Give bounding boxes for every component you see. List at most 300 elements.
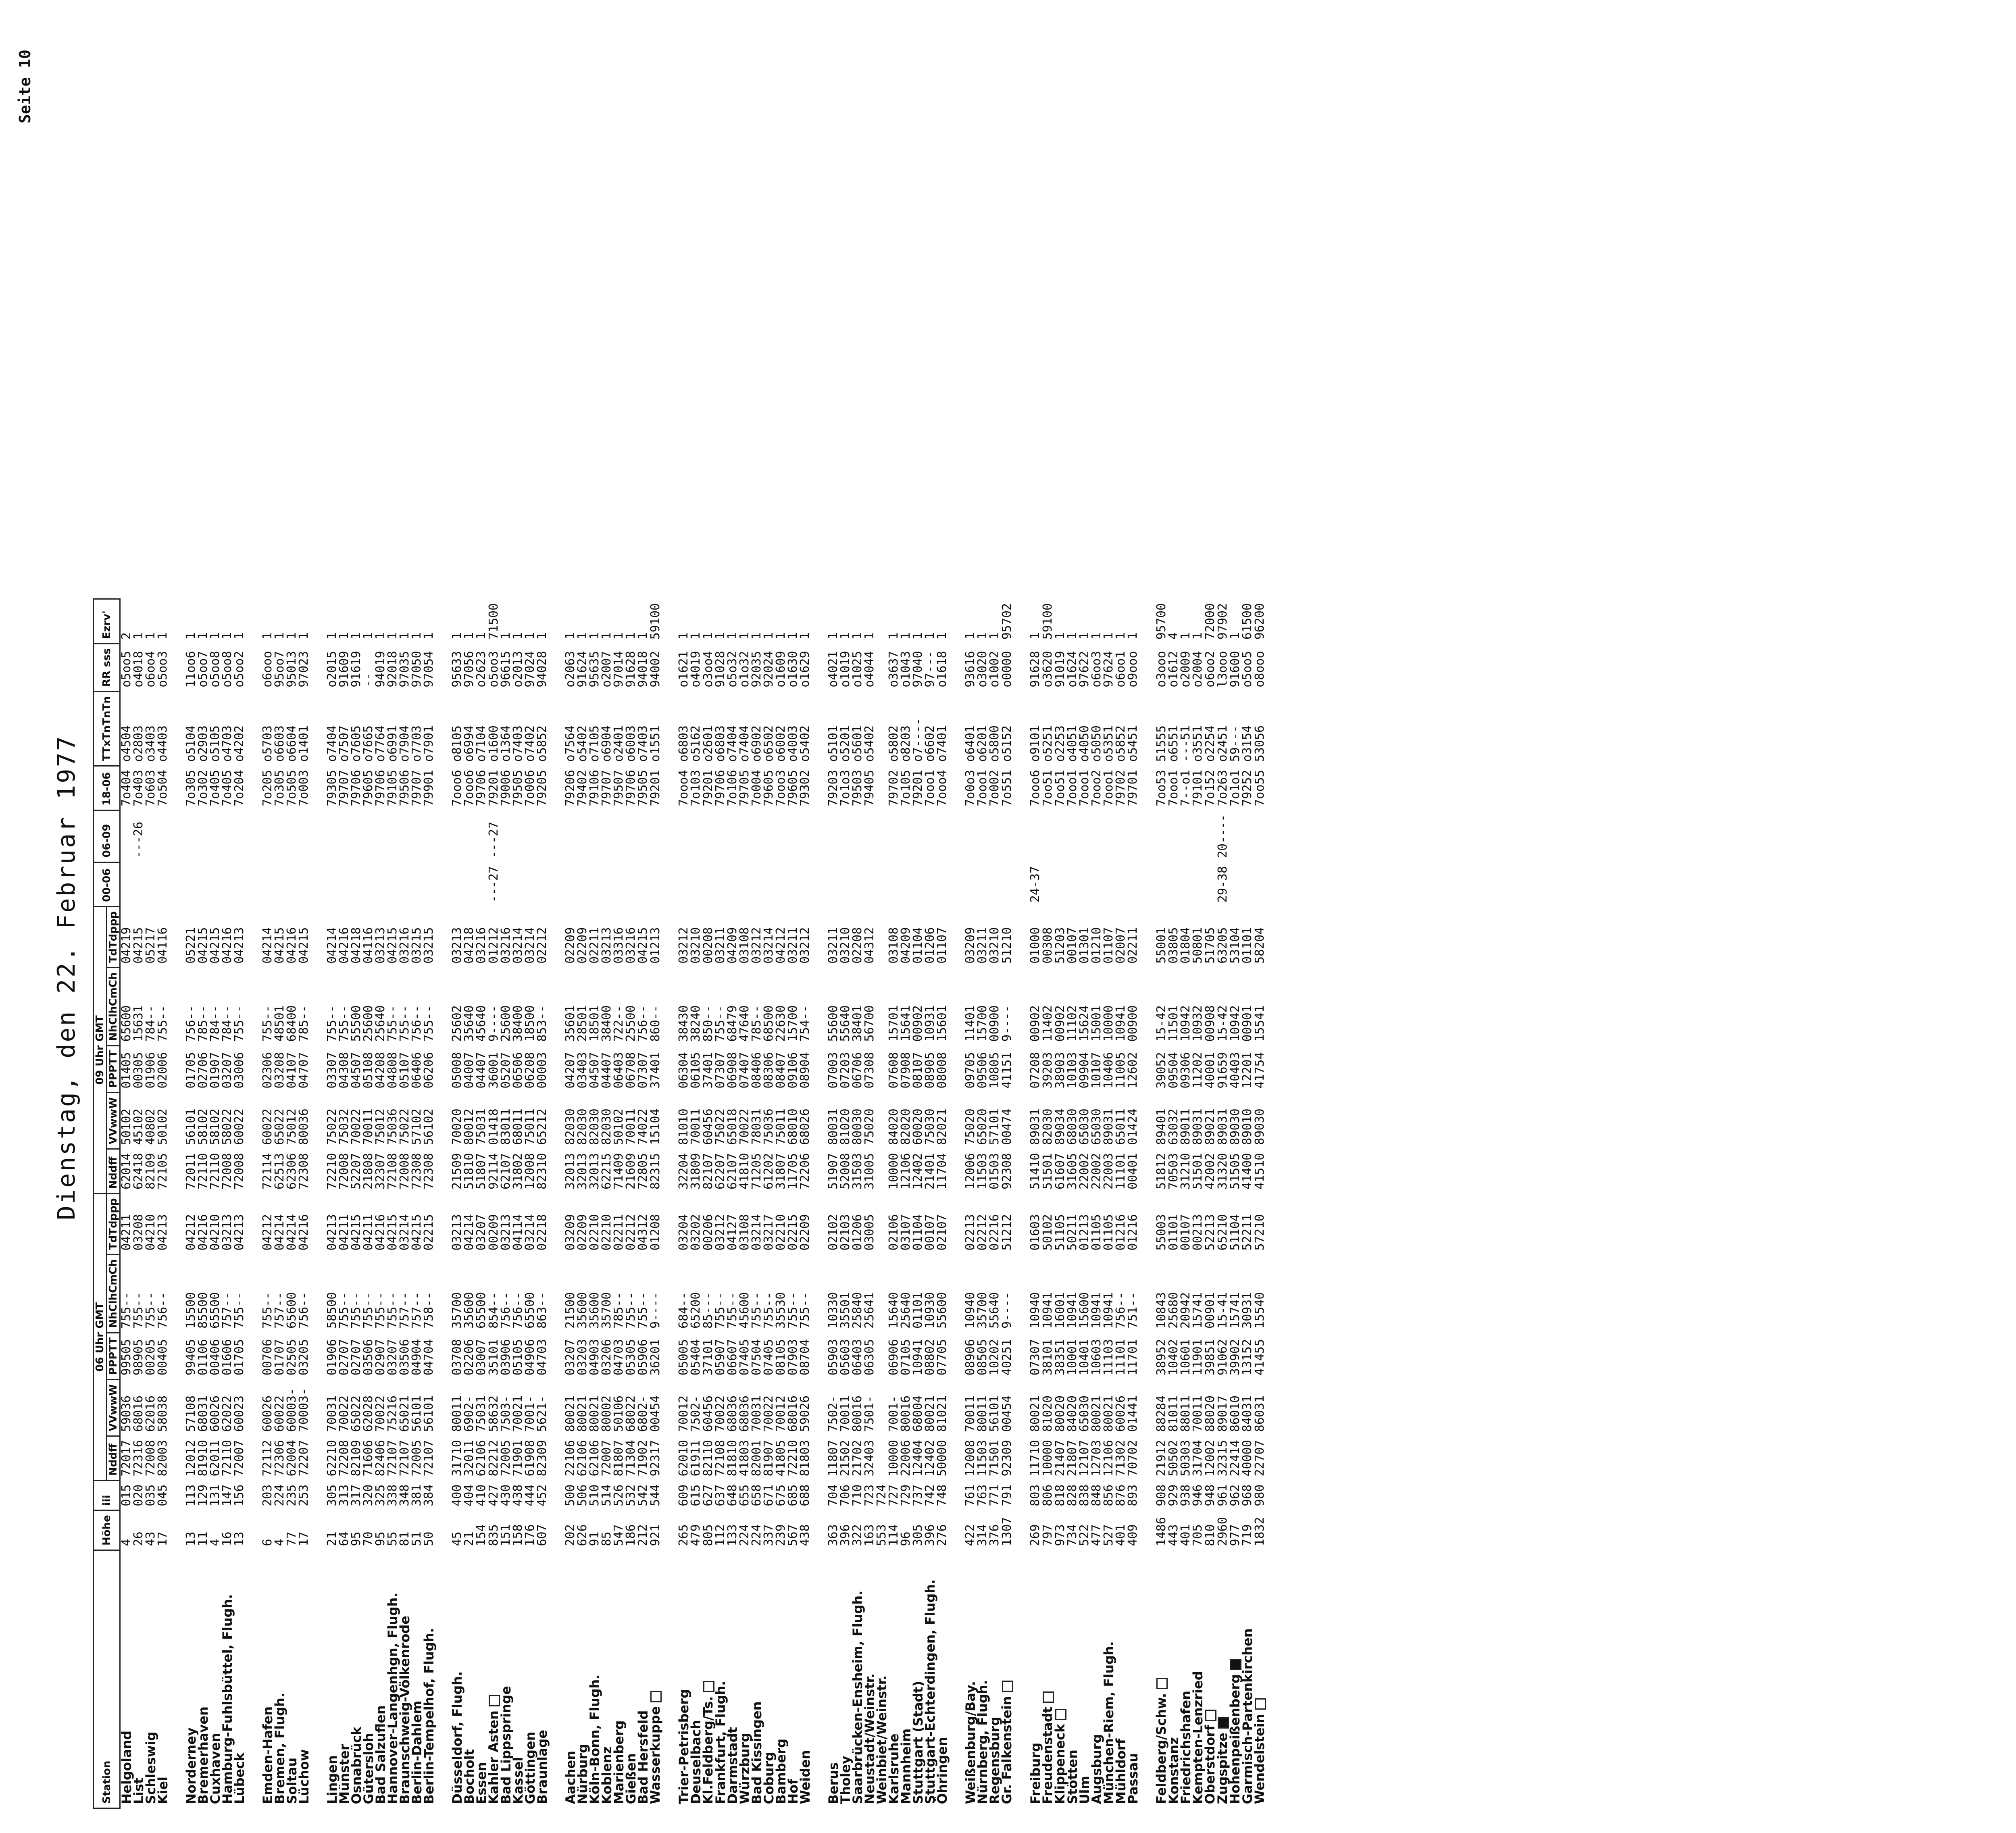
cell-h: 21 <box>325 1531 339 1546</box>
cell-i: 09106 <box>786 1052 800 1089</box>
cell-o: 94018 <box>636 651 650 687</box>
cell-f: 32013 <box>563 1153 577 1189</box>
cell-d <box>876 1254 888 1333</box>
cell-h: 921 <box>648 1524 662 1546</box>
cell-b: 81020 <box>1040 1395 1055 1432</box>
cell-a: 32011 <box>462 1440 476 1477</box>
cell-i: 04007 <box>462 1052 476 1089</box>
cell-x1 <box>577 862 589 906</box>
table-row <box>274 599 286 1808</box>
cell-iii: 404 <box>462 1484 476 1506</box>
cell-f: 11503 <box>975 1153 989 1189</box>
cell-k: 02211 <box>587 927 602 964</box>
cell-e: 01105 <box>1102 1214 1116 1251</box>
cell-b: 68036 <box>737 1395 752 1432</box>
cell-e: 55003 <box>1154 1214 1168 1251</box>
cell-iii: 381 <box>410 1484 424 1506</box>
cell-p: 1 <box>196 632 210 640</box>
cell-o: 91619 <box>349 651 363 687</box>
cell-e: 03213 <box>450 1214 464 1251</box>
mountain-station-box-icon <box>650 1691 662 1702</box>
cell-f: 31809 <box>689 1153 703 1189</box>
cell-f: 42002 <box>1203 1153 1217 1189</box>
cell-h: 522 <box>1077 1524 1091 1546</box>
cell-m: 79105 <box>385 770 400 806</box>
cell-h: 224 <box>737 1524 752 1546</box>
cell-m: 7o405 <box>208 770 222 806</box>
cell-o: 94002 <box>648 651 662 687</box>
cell-iii: 704 <box>826 1484 840 1506</box>
cell-n: o5162 <box>689 725 703 762</box>
cell-p: 1 <box>1126 632 1140 640</box>
cell-a: 72207 <box>297 1440 311 1477</box>
station-label: Kl.Feldberg/Ts. <box>700 1696 716 1804</box>
station-label: Frankfurt, Flugh. <box>713 1681 728 1804</box>
cell-a: 72112 <box>260 1440 275 1477</box>
cell-f: 32013 <box>575 1153 589 1189</box>
cell-iii: 035 <box>144 1484 158 1506</box>
cell-iii: 706 <box>838 1484 852 1506</box>
cell-c: 07307 <box>1028 1339 1042 1376</box>
cell-a: 82406 <box>373 1440 387 1477</box>
cell-j: 11501 <box>1166 1005 1181 1042</box>
cell-o: o1o32 <box>737 651 752 687</box>
cell-g: 75031 <box>474 1108 488 1145</box>
cell-a: 10000 <box>887 1440 901 1477</box>
cell-e: 02218 <box>535 1214 549 1251</box>
cell-n <box>876 692 888 766</box>
cell-i: 06706 <box>850 1052 864 1089</box>
cell-b: 80021 <box>1102 1395 1116 1432</box>
cell-k: 01000 <box>1028 927 1042 964</box>
cell-x2 <box>589 810 601 862</box>
cell-n: o5101 <box>826 725 840 762</box>
cell-x1 <box>157 862 169 906</box>
cell-b: 60003- <box>285 1388 299 1432</box>
cell-o: 92035 <box>750 651 764 687</box>
cell-i: 04407 <box>474 1052 488 1089</box>
cell-x2 <box>326 810 338 862</box>
cell-d: 65500 <box>523 1292 537 1329</box>
cell-b: 80021 <box>587 1395 602 1432</box>
cell-d: 25640 <box>899 1292 913 1329</box>
table-row <box>512 599 524 1808</box>
cell-m: 7ooo3 <box>774 770 788 806</box>
cell-a: 22006 <box>899 1440 913 1477</box>
cell-x1 <box>601 862 613 906</box>
cell-p: 1 <box>624 632 638 640</box>
cell-g: 75011 <box>774 1108 788 1145</box>
cell-n: o5351 <box>1102 725 1116 762</box>
cell-a: 22707 <box>1252 1440 1267 1477</box>
cell-o: o9ooo <box>1126 651 1140 687</box>
cell-f: 72011 <box>184 1153 198 1189</box>
cell-x1 <box>120 862 133 906</box>
table-row <box>233 599 246 1808</box>
cell-c: 08505 <box>975 1339 989 1376</box>
station-label: Würzburg <box>737 1733 752 1804</box>
cell-h: 477 <box>1089 1524 1104 1546</box>
cell-e: 04212 <box>184 1214 198 1251</box>
cell-f: 72110 <box>208 1153 222 1189</box>
cell-f: 72008 <box>232 1153 246 1189</box>
cell-f: 31210 <box>1179 1153 1193 1189</box>
cell-i: 07307 <box>636 1052 650 1089</box>
cell-n: o7564 <box>563 725 577 762</box>
cell-j: 15541 <box>1252 1005 1267 1042</box>
cell-b: 56101 <box>422 1395 436 1432</box>
cell-n: o7703 <box>410 725 424 762</box>
cell-iii: 685 <box>786 1484 800 1506</box>
col-group-09: 09 Uhr GMT <box>94 906 107 1194</box>
cell-b: 70022 <box>373 1395 387 1432</box>
cell-c: 02505 <box>285 1339 299 1376</box>
cell-d: 755-- <box>260 1292 275 1329</box>
cell-iii: 444 <box>523 1484 537 1506</box>
station-label: Bremen, Flugh. <box>272 1693 287 1804</box>
cell-d: 10843 <box>1154 1292 1168 1329</box>
cell-c: 03906 <box>499 1339 513 1376</box>
cell-o: 97014 <box>612 651 626 687</box>
cell-j: 755-- <box>232 1005 246 1042</box>
table-row <box>852 599 864 1808</box>
table-row <box>989 599 1001 1808</box>
table-row <box>185 599 197 1808</box>
cell-j: 15-42 <box>1215 1005 1230 1042</box>
cell-i: 02306 <box>260 1052 275 1089</box>
cell-e: 04211 <box>119 1214 133 1251</box>
cell-iii: 818 <box>1053 1484 1067 1506</box>
cell-j: 38401 <box>850 1005 864 1042</box>
station-label: Bad Hersfeld <box>635 1710 651 1804</box>
cell-p <box>876 599 888 644</box>
cell-x1 <box>1254 862 1266 906</box>
cell-e: 03217 <box>762 1214 776 1251</box>
cell-a: 22106 <box>563 1440 577 1477</box>
cell-j: 755-- <box>422 1005 436 1042</box>
cell-a: 71606 <box>361 1440 375 1477</box>
cell-f: 82109 <box>144 1153 158 1189</box>
cell-g: 68011 <box>511 1108 525 1145</box>
cell-d: 25840 <box>850 1292 864 1329</box>
cell-n: o6803 <box>677 725 691 762</box>
cell-f: 51807 <box>474 1153 488 1189</box>
station-label: Gr. Falkenstein <box>999 1696 1014 1804</box>
group-spacer <box>246 599 262 1808</box>
station-label: Schleswig <box>143 1731 158 1804</box>
cell-m: 7o403 <box>131 770 146 806</box>
cell-o: o5oo5 <box>1240 651 1254 687</box>
cell-j: 00901 <box>1240 1005 1254 1042</box>
cell-f: 12006 <box>963 1153 977 1189</box>
cell-k: 02208 <box>850 927 864 964</box>
cell-g: 75020 <box>862 1108 877 1145</box>
cell-iii: 506 <box>575 1484 589 1506</box>
cell-x1 <box>500 862 512 906</box>
cell-k: 04215 <box>131 927 146 964</box>
cell-b: 00454 <box>1000 1395 1014 1432</box>
cell-j: 68479 <box>725 1005 739 1042</box>
cell-o: o1621 <box>677 651 691 687</box>
cell-e: 03208 <box>131 1214 146 1251</box>
cell-j: 65600 <box>119 1005 133 1042</box>
cell-h: 64 <box>337 1531 351 1546</box>
cell-g: 82030 <box>600 1108 614 1145</box>
cell-iii: 961 <box>1215 1484 1230 1506</box>
cell-p: 1 <box>987 632 1002 640</box>
cell-n: o7404 <box>737 725 752 762</box>
cell-a: 72210 <box>786 1440 800 1477</box>
cell-x2 <box>637 810 649 862</box>
cell-g: 60022 <box>260 1108 275 1145</box>
cell-iii: 658 <box>750 1484 764 1506</box>
cell-i: 10107 <box>1089 1052 1104 1089</box>
cell-p: 97902 <box>1215 603 1230 640</box>
cell-j: 755-- <box>325 1005 339 1042</box>
cell-d: 756-- <box>511 1292 525 1329</box>
col-p0409: 06-09 <box>94 810 120 862</box>
cell-f: 92308 <box>1000 1153 1014 1189</box>
cell-k: 01104 <box>911 927 925 964</box>
cell-iii: 671 <box>762 1484 776 1506</box>
table-row <box>775 599 787 1808</box>
cell-i: 06403 <box>612 1052 626 1089</box>
cell-x2 <box>1127 810 1139 862</box>
cell-h: 547 <box>612 1524 626 1546</box>
cell-x2 <box>924 810 936 862</box>
cell-x1 <box>326 862 338 906</box>
cell-o: o5oo5 <box>119 651 133 687</box>
cell-e: 03207 <box>474 1214 488 1251</box>
table-row <box>827 599 839 1808</box>
cell-i: 04208 <box>373 1052 387 1089</box>
cell-n: o6551 <box>1166 725 1181 762</box>
cell-h: 95 <box>373 1531 387 1546</box>
cell-a: 62004 <box>285 1440 299 1477</box>
cell-n: o6904 <box>600 725 614 762</box>
station-label: Berlin-Dahlem <box>409 1700 425 1804</box>
cell-p: 1 <box>208 632 222 640</box>
station-label: Köln-Bonn, Flugh. <box>587 1674 602 1804</box>
cell-k: 04209 <box>899 927 913 964</box>
cell-j: 28501 <box>575 1005 589 1042</box>
cell-x2 <box>298 810 310 862</box>
cell-g: 40802 <box>144 1108 158 1145</box>
cell-f: 21808 <box>361 1153 375 1189</box>
cell-f: 62014 <box>119 1153 133 1189</box>
cell-p: 1 <box>838 632 852 640</box>
cell-c: 38351 <box>1053 1339 1067 1376</box>
cell-f: 41510 <box>1252 1153 1267 1189</box>
station-label: Wendelstein <box>1252 1714 1267 1804</box>
table-row <box>1115 599 1127 1808</box>
cell-m: 7o205 <box>260 770 275 806</box>
cell-p: 1 <box>462 632 476 640</box>
cell-x2 <box>888 810 900 862</box>
cell-e: 04215 <box>349 1214 363 1251</box>
cell-h: 276 <box>935 1524 949 1546</box>
cell-p: 1 <box>713 632 727 640</box>
cell-p: 1 <box>786 632 800 640</box>
cell-m: 79707 <box>410 770 424 806</box>
table-row <box>221 599 233 1808</box>
station-label: Weißenburg/Bay. <box>963 1681 978 1804</box>
cell-c: 07504 <box>750 1339 764 1376</box>
cell-k: 63205 <box>1215 927 1230 964</box>
cell-g: 75036 <box>385 1108 400 1145</box>
cell-c: 35101 <box>486 1339 501 1376</box>
table-row <box>1229 599 1241 1808</box>
cell-x1 <box>888 862 900 906</box>
cell-o: o4044 <box>862 651 877 687</box>
cell-x2 <box>1192 810 1204 862</box>
cell-f: 71205 <box>750 1153 764 1189</box>
cell-o: 94028 <box>535 651 549 687</box>
cell-o: o2623 <box>474 651 488 687</box>
cell-g: 65020 <box>975 1108 989 1145</box>
cell-iii: 848 <box>1089 1484 1104 1506</box>
station-label: Kempten-Lenzried <box>1190 1671 1206 1804</box>
cell-k: 00107 <box>1065 927 1079 964</box>
cell-o: o2013 <box>511 651 525 687</box>
station-label: Oberstdorf <box>1202 1725 1218 1804</box>
cell-i: 00305 <box>131 1052 146 1089</box>
cell-i: 09504 <box>1166 1052 1181 1089</box>
cell-x2 <box>577 810 589 862</box>
cell-p: 4 <box>1166 632 1181 640</box>
cell-o: o8ooo <box>1252 651 1267 687</box>
cell-j: 68500 <box>762 1005 776 1042</box>
cell-n: o7402 <box>523 725 537 762</box>
cell-i: 08406 <box>750 1052 764 1089</box>
cell-p: 1 <box>587 632 602 640</box>
cell-f: 21401 <box>923 1153 937 1189</box>
cell-m: 7ooo1 <box>1166 770 1181 806</box>
cell-i: 09306 <box>1179 1052 1193 1089</box>
station-name <box>536 1550 548 1808</box>
cell-b: 60026 <box>208 1395 222 1432</box>
cell-x1 <box>964 862 977 906</box>
cell-n: 53056 <box>1252 725 1267 762</box>
cell-c: 04903 <box>587 1339 602 1376</box>
cell-k: 04116 <box>156 927 170 964</box>
cell-f: 22002 <box>1077 1153 1091 1189</box>
cell-o: o1612 <box>1166 651 1181 687</box>
cell-k: 03316 <box>612 927 626 964</box>
cell-a: 72107 <box>422 1440 436 1477</box>
table-row <box>120 599 133 1808</box>
cell-c: 02206 <box>462 1339 476 1376</box>
cell-g: 82030 <box>587 1108 602 1145</box>
cell-b: 75031 <box>474 1395 488 1432</box>
cell-n: o8105 <box>450 725 464 762</box>
cell-b: 70011 <box>963 1395 977 1432</box>
cell-j: 55500 <box>349 1005 363 1042</box>
cell-n: o6003 <box>624 725 638 762</box>
cell-g: 65018 <box>725 1108 739 1145</box>
cell-x1 <box>564 862 577 906</box>
cell-e: 04214 <box>273 1214 287 1251</box>
cell-i: 06206 <box>422 1052 436 1089</box>
cell-e: 02209 <box>798 1214 812 1251</box>
cell-p: 1 <box>156 632 170 640</box>
cell-h: 151 <box>499 1524 513 1546</box>
cell-x1 <box>298 862 310 906</box>
cell-j: 15701 <box>887 1005 901 1042</box>
cell-n: o3551 <box>1191 725 1205 762</box>
cell-a: 82001 <box>750 1440 764 1477</box>
cell-c: 40251 <box>1000 1339 1014 1376</box>
cell-c: 05907 <box>713 1339 727 1376</box>
col-ppp-09: PPPTT <box>107 1046 120 1092</box>
cell-n: o7401 <box>935 725 949 762</box>
table-row <box>157 599 169 1808</box>
station-label: Marienberg <box>611 1720 627 1804</box>
cell-k: 03215 <box>422 927 436 964</box>
cell-j: 22630 <box>774 1005 788 1042</box>
cell-f: 71409 <box>612 1153 626 1189</box>
cell-iii: 320 <box>361 1484 375 1506</box>
cell-h: 95 <box>349 1531 363 1546</box>
cell-c: 98905 <box>131 1339 146 1376</box>
cell-iii: 648 <box>725 1484 739 1506</box>
cell-i: 07208 <box>1028 1052 1042 1089</box>
cell-d: 755-- <box>349 1292 363 1329</box>
cell-p: 1 <box>600 632 614 640</box>
cell-x2 <box>900 810 912 862</box>
cell-k: 03214 <box>511 927 525 964</box>
cell-p: 2 <box>119 632 133 640</box>
cell-x1 <box>924 862 936 906</box>
cell-n: o5852 <box>1114 725 1128 762</box>
cell-j: 755-- <box>156 1005 170 1042</box>
station-label: Göttingen <box>523 1731 538 1804</box>
cell-a: 50000 <box>935 1440 949 1477</box>
cell-j: 853-- <box>535 1005 549 1042</box>
cell-p: 1 <box>385 632 400 640</box>
cell-e: 04216 <box>297 1214 311 1251</box>
cell-x2 <box>564 810 577 862</box>
cell-o <box>876 644 888 692</box>
cell-i: 06208 <box>523 1052 537 1089</box>
cell-p: 1 <box>677 632 691 640</box>
cell-b: 58632 <box>486 1395 501 1432</box>
station-label: Darmstadt <box>725 1727 740 1804</box>
cell-m: 79701 <box>1126 770 1140 806</box>
station-label: Zugspitze <box>1215 1733 1230 1804</box>
cell-a: 72008 <box>144 1440 158 1477</box>
cell-n: o5251 <box>1040 725 1055 762</box>
cell-j: 10932 <box>1191 1005 1205 1042</box>
station-label: Bamberg <box>773 1738 789 1804</box>
cell-d: 20942 <box>1179 1292 1193 1329</box>
cell-a: 82212 <box>486 1440 501 1477</box>
cell-h: 133 <box>725 1524 739 1546</box>
cell-n: o6002 <box>774 725 788 762</box>
cell-i: 05108 <box>361 1052 375 1089</box>
cell-p: 1 <box>963 632 977 640</box>
cell-c: 37101 <box>701 1339 715 1376</box>
cell-x2 <box>936 810 948 862</box>
cell-j: 784-- <box>144 1005 158 1042</box>
cell-c: 03203 <box>575 1339 589 1376</box>
cell-iii: 615 <box>689 1484 703 1506</box>
table-row <box>1204 599 1216 1808</box>
cell-j: 755-- <box>398 1005 412 1042</box>
table-row <box>1091 599 1103 1808</box>
cell-i: 03307 <box>325 1052 339 1089</box>
cell-x1 <box>751 862 763 906</box>
